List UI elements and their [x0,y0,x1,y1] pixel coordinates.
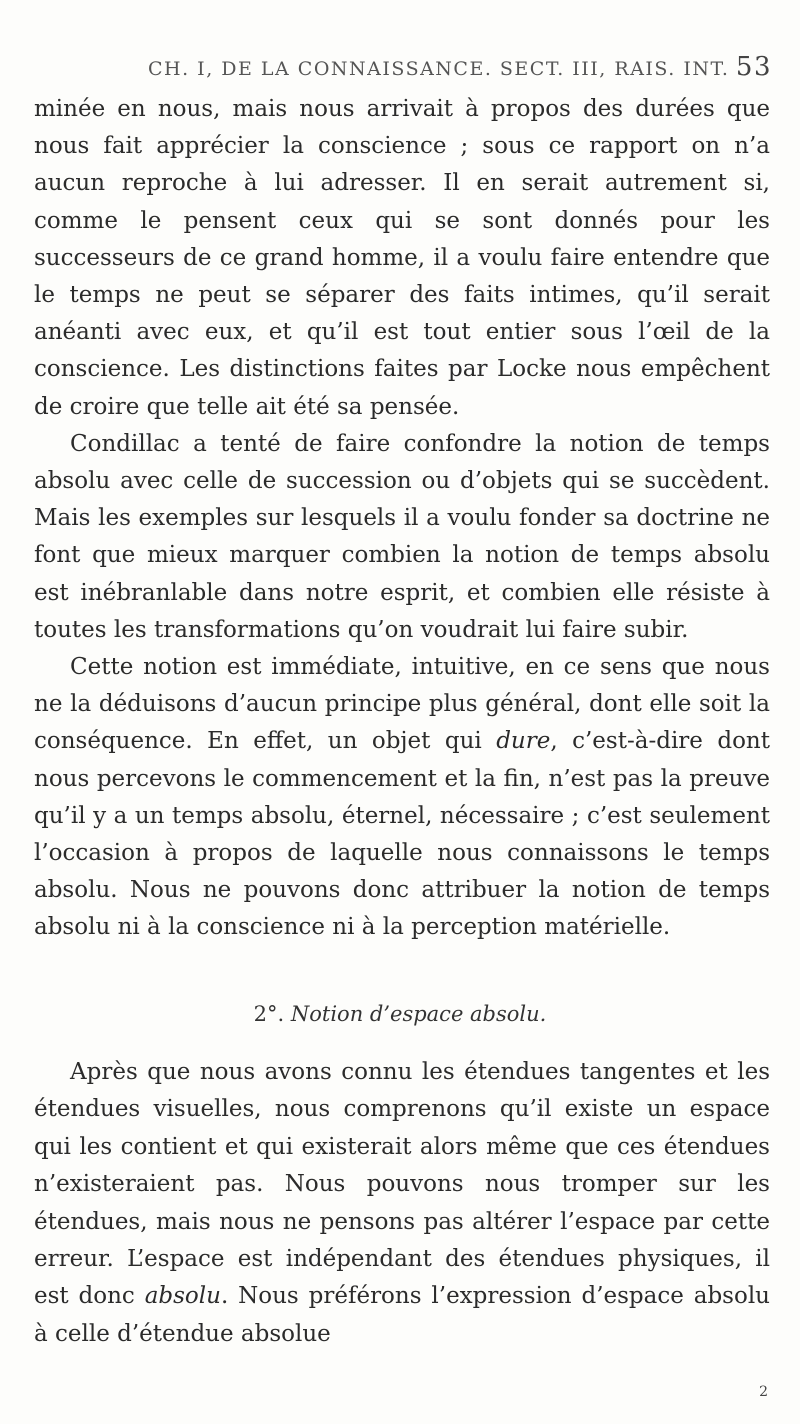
italic-text-run: absolu [144,1283,221,1310]
text-run: , c’est-à-dire dont nous percevons le commencement et la fin, n’est pas la preuve qu’il y a un temps absolu, éternel, nécessaire ; c’est seulement l’occasion à propos de laquelle nous connaissons le temps absolu. Nous ne pouvons donc attribuer la notion de temps absolu ni à la conscience ni à la perception matérielle. [34,728,770,941]
text-run: Condillac a tenté de faire confondre la notion de temps absolu avec celle de succession ou d’objets qui se succèdent. Mais les exemples sur lesquels il a voulu fonder sa doctrine ne font que mieux marquer combien la notion de temps absolu est inébranlable dans notre esprit, et combien elle résiste à toutes les transformations qu’on voudrait lui faire subir. [34,430,770,643]
paragraph-2 [34,426,770,649]
running-head [148,52,772,88]
text-run: minée en nous, mais nous arrivait à propos des durées que nous fait apprécier la conscience ; sous ce rapport on n’a aucun reproche à lui adresser. Il en serait autrement si, comme le pensent ceux qui se sont donnés pour les successeurs de ce grand homme, il a voulu faire entendre que le temps ne peut se séparer des faits intimes, qu’il serait anéanti avec eux, et qu’il est tout entier sous l’œil de la conscience. Les distinctions faites par Locke nous empêchent de croire que telle ait été sa pensée. [34,96,770,420]
section-number: 2°. [253,1002,285,1026]
section-heading [0,1002,800,1026]
section-title: Notion d’espace absolu. [290,1002,547,1026]
text-run: . Nous préférons l’expression d’espace absolu à celle d’étendue absolue [34,1283,770,1347]
paragraph-3 [34,649,770,947]
text-run: Après que nous avons connu les étendues tangentes et les étendues visuelles, nous comprenons qu’il existe un espace qui les contient et qui existerait alors même que ces étendues n’existeraient pas. Nous pouvons nous tromper sur les étendues, mais nous ne pensons pas altérer l’espace par cette erreur. L’espace est indépendant des étendues physiques, il est donc [34,1059,770,1310]
body-text-section-1 [34,91,770,947]
italic-text-run: dure [496,728,551,755]
text-run: Cette notion est immédiate, intuitive, en ce sens que nous ne la déduisons d’aucun principe plus général, dont elle soit la conséquence. En effet, un objet qui [34,654,770,755]
paragraph-1 [34,91,770,426]
page-number: 53 [735,52,772,82]
body-text-section-2 [34,1054,770,1353]
paragraph-4 [34,1054,770,1353]
signature-mark: 2 [759,1384,768,1400]
running-head-title: CH. I, DE LA CONNAISSANCE. SECT. III, RAIS. INT. [148,58,730,80]
